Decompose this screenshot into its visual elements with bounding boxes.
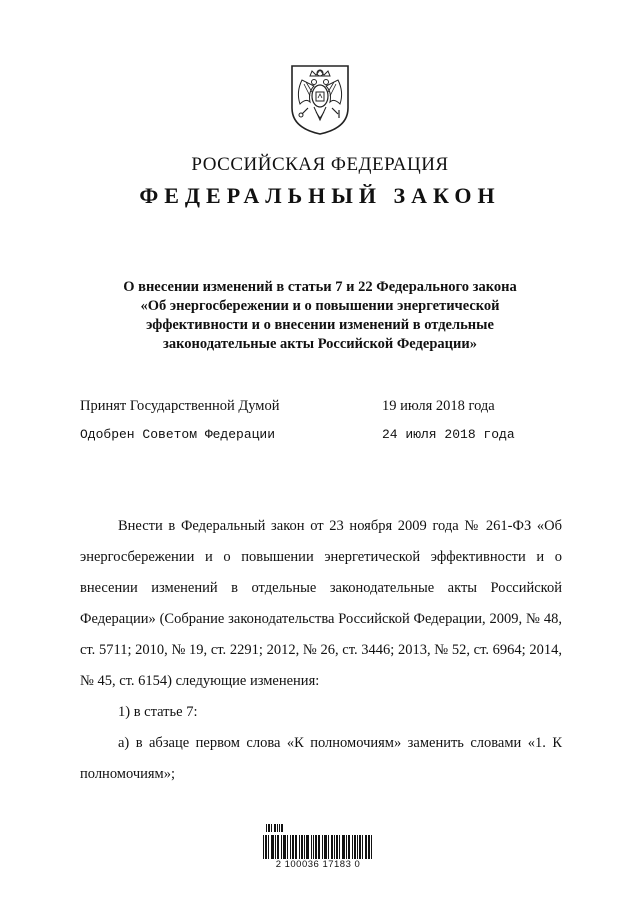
body-paragraph: 1) в статье 7: bbox=[118, 704, 198, 720]
body-paragraph: Внести в Федеральный закон от 23 ноября 2009 года № 261-ФЗ «Об энергосбережении и о повышении энергетической эффективности и о внесении изменений в отдельные законодательные акты Российской Федерации» (Собрание законодательства Российской Федерации, 2009, № 48, ст. 5711; 2010, № 19, ст. 2291; 2012, № 26, ст. 3446; 2013, № 52, ст. 6964; 2014, № 45, ст. 6154) следующие изменения: bbox=[80, 518, 562, 689]
law-type-heading: ФЕДЕРАЛЬНЫЙ ЗАКОН bbox=[139, 183, 501, 208]
body-paragraph: а) в абзаце первом слова «К полномочиям» заменить словами «1. К полномочиям»; bbox=[80, 735, 562, 782]
adoption-label: Принят Государственной Думой bbox=[80, 398, 280, 414]
law-title-line: эффективности и о внесении изменений в отдельные bbox=[146, 317, 494, 333]
law-title bbox=[80, 278, 560, 354]
law-title-line: законодательные акты Российской Федерации» bbox=[163, 336, 477, 352]
adoption-date: 24 июля 2018 года bbox=[382, 427, 515, 442]
country-heading: РОССИЙСКАЯ ФЕДЕРАЦИЯ bbox=[191, 154, 449, 175]
barcode-digits: 2 100036 17183 0 bbox=[275, 859, 361, 870]
coat-of-arms-emblem-icon bbox=[288, 62, 352, 136]
law-title-line: «Об энергосбережении и о повышении энергетической bbox=[140, 298, 500, 314]
law-title-line: О внесении изменений в статьи 7 и 22 Федерального закона bbox=[123, 279, 517, 295]
adoption-label: Одобрен Советом Федерации bbox=[80, 427, 276, 442]
body-text bbox=[80, 511, 562, 790]
adoption-date: 19 июля 2018 года bbox=[382, 398, 495, 414]
